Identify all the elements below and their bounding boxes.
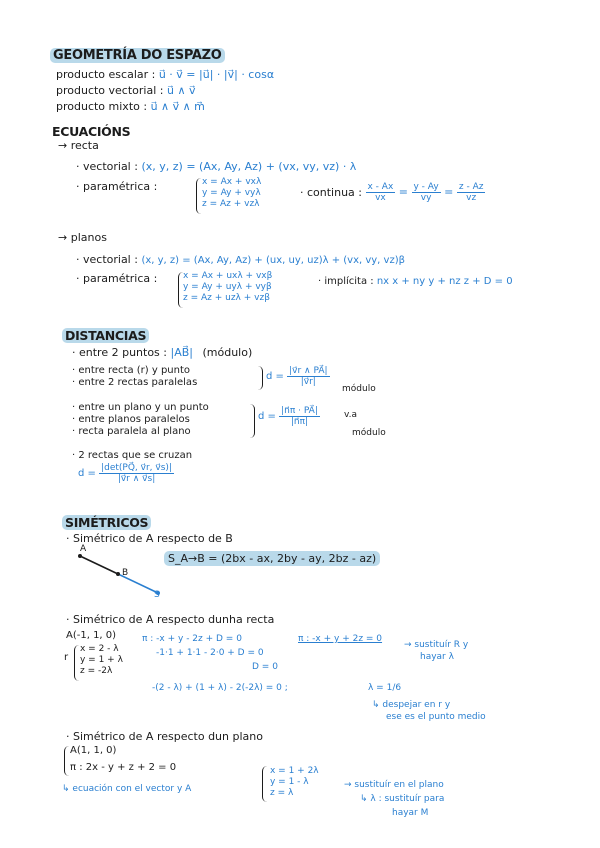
dist-cruzan-formula: d = $\frac{|\det(PQ⃗, v⃗r, v⃗s)|}{|v⃗r \wedge v⃗s|}$ bbox=[78, 463, 172, 484]
planos-parametrica-label: · paramétrica : bbox=[76, 272, 158, 285]
sim-recta-pi-line: π : -x + y - 2z + D = 0 bbox=[142, 634, 242, 644]
sim-plano-eq-line: y = 1 - λ bbox=[270, 777, 309, 787]
mixto-label: producto mixto : bbox=[56, 100, 148, 113]
recta-vectorial-formula: (x, y, z) = (Ax, Ay, Az) + (vx, vy, vz) · λ bbox=[141, 160, 357, 173]
vectorial-label: producto vectorial : bbox=[56, 84, 164, 97]
sim-recta-heading: · Simétrico de A respecto dunha recta bbox=[66, 613, 275, 626]
sim-recta-line: y = 1 + λ bbox=[80, 655, 123, 665]
dist-group2-line: · entre planos paralelos bbox=[72, 414, 190, 425]
sim-plano-pi: π : 2x - y + z + 2 = 0 bbox=[70, 762, 177, 773]
sim-plano-sust-2: ↳ λ : sustituír para bbox=[360, 794, 445, 804]
sim-recta-line: x = 2 - λ bbox=[80, 644, 119, 654]
sim-recta-eq-line: -(2 - λ) + (1 + λ) - 2(-2λ) = 0 ; bbox=[152, 683, 288, 693]
sim-plano-sust-3: hayar M bbox=[392, 808, 429, 818]
escalar-label: producto escalar : bbox=[56, 68, 156, 81]
dist-cruzan-label: · 2 rectas que se cruzan bbox=[72, 450, 193, 461]
point-b bbox=[116, 572, 120, 576]
sim-plano-eq-system bbox=[270, 766, 319, 799]
recta-continua-row: · continua : $\frac{x - Ax}{vx}$ = $\frac{y - Ay}{vy}$ = $\frac{z - Az}{vz}$ bbox=[300, 182, 484, 203]
section-title-distancias: DISTANCIAS bbox=[62, 328, 149, 343]
planos-heading: → planos bbox=[58, 231, 107, 244]
dist-group1-line: · entre recta (r) y punto bbox=[72, 365, 191, 376]
dist-group2-note-va: v.a bbox=[344, 410, 358, 420]
sim-recta-lambda: λ = 1/6 bbox=[368, 683, 402, 693]
sim-recta-pi-result: π : -x + y + 2z = 0 bbox=[298, 634, 383, 644]
recta-continua-label: · continua : bbox=[300, 186, 362, 199]
planos-param-line: x = Ax + uxλ + vxβ bbox=[183, 271, 273, 281]
sim-recta-line: z = -2λ bbox=[80, 666, 113, 676]
recta-vectorial-row bbox=[76, 160, 356, 173]
sim-plano-eq-line: x = 1 + 2λ bbox=[270, 766, 319, 776]
section-title-ecuacions: ECUACIÓNS bbox=[52, 124, 131, 139]
dist-group2-line: · recta paralela al plano bbox=[72, 426, 191, 437]
mixto-formula: u⃗ ∧ v⃗ ∧ m⃗ bbox=[150, 100, 205, 113]
sim-recta-final-1: ↳ despejar en r y bbox=[372, 700, 451, 710]
sim-recta-d-line: D = 0 bbox=[252, 662, 278, 672]
sim-recta-note-2: hayar λ bbox=[420, 652, 454, 662]
dist-group1-brace bbox=[258, 366, 263, 390]
recta-param-system bbox=[202, 177, 261, 210]
sim-label-s: S bbox=[154, 590, 160, 600]
continua-frac-z: $\frac{z - Az}{vz}$ bbox=[458, 182, 484, 203]
dist-group1-formula: d = $\frac{|v⃗r \wedge PA⃗|}{|v⃗r|}$ bbox=[266, 366, 328, 387]
sim-recta-point: A(-1, 1, 0) bbox=[66, 630, 117, 641]
dist-group2-brace bbox=[250, 404, 255, 438]
dist-puntos-formula: |AB⃗| bbox=[170, 346, 193, 359]
sim-plano-heading: · Simétrico de A respecto dun plano bbox=[66, 730, 263, 743]
sim-plano-brace bbox=[64, 746, 69, 776]
sim-plano-sust-1: → sustituír en el plano bbox=[344, 780, 444, 790]
recta-vectorial-label: · vectorial : bbox=[76, 160, 138, 173]
recta-param-line: z = Az + vzλ bbox=[202, 199, 260, 209]
planos-vectorial-label: · vectorial : bbox=[76, 253, 138, 266]
section-title-geometria: GEOMETRÍA DO ESPAZO bbox=[50, 48, 225, 63]
sim-recta-calc-line: -1·1 + 1·1 - 2·0 + D = 0 bbox=[156, 648, 264, 658]
sim-punto-formula: S_A→B = (2bx - ax, 2by - ay, 2bz - az) bbox=[164, 552, 380, 565]
escalar-formula: u⃗ · v⃗ = |u⃗| · |v⃗| · cosα bbox=[158, 68, 275, 81]
vectorial-formula: u⃗ ∧ v⃗ bbox=[166, 84, 196, 97]
sim-label-a: A bbox=[80, 544, 87, 554]
recta-parametrica-label: · paramétrica : bbox=[76, 180, 158, 193]
sim-plano-eq-line: z = λ bbox=[270, 788, 294, 798]
dist-group2-line: · entre un plano y un punto bbox=[72, 402, 209, 413]
dist-group2-formula: d = $\frac{|n⃗\pi \cdot PA⃗|}{|n⃗\pi|}$ bbox=[258, 406, 318, 427]
sim-recta-system bbox=[80, 644, 123, 677]
planos-implicita-label: · implícita : bbox=[318, 276, 374, 287]
sim-recta-final-2: ese es el punto medio bbox=[386, 712, 486, 722]
sim-plano-eq-brace bbox=[262, 766, 267, 802]
mixto-row bbox=[56, 100, 205, 113]
escalar-row bbox=[56, 68, 274, 81]
sim-plano-note: ↳ ecuación con el vector y A bbox=[62, 784, 192, 794]
dist-group2-frac: $\frac{|n⃗\pi \cdot PA⃗|}{|n⃗\pi|}$ bbox=[281, 406, 318, 427]
segment-a-b bbox=[80, 556, 118, 574]
dist-group2-lines bbox=[72, 402, 209, 438]
vectorial-row bbox=[56, 84, 196, 97]
sim-recta-brace bbox=[74, 645, 79, 681]
sim-plano-point: A(1, 1, 0) bbox=[70, 745, 117, 756]
sim-punto-heading: · Simétrico de A respecto de B bbox=[66, 532, 233, 545]
recta-param-line: x = Ax + vxλ bbox=[202, 177, 262, 187]
section-title-simetricos: SIMÉTRICOS bbox=[62, 515, 151, 530]
planos-implicita-formula: nx x + ny y + nz z + D = 0 bbox=[376, 276, 513, 287]
recta-heading: → recta bbox=[58, 139, 99, 152]
planos-implicita-row bbox=[318, 276, 513, 287]
sim-recta-note-1: → sustituír R y bbox=[404, 640, 469, 650]
sim-recta-r-label: r bbox=[64, 652, 69, 663]
continua-frac-x: $\frac{x - Ax}{vx}$ bbox=[367, 182, 394, 203]
point-a bbox=[78, 554, 82, 558]
dist-group1-lines bbox=[72, 365, 197, 389]
dist-puntos-note: (módulo) bbox=[202, 346, 253, 359]
sim-label-b: B bbox=[122, 568, 129, 578]
recta-param-brace bbox=[196, 178, 201, 214]
dist-group1-note: módulo bbox=[342, 384, 376, 394]
continua-frac-y: $\frac{y - Ay}{vy}$ bbox=[413, 182, 439, 203]
recta-param-line: y = Ay + vyλ bbox=[202, 188, 261, 198]
dist-group2-note-modulo: módulo bbox=[352, 428, 386, 438]
dist-group1-frac: $\frac{|v⃗r \wedge PA⃗|}{|v⃗r|}$ bbox=[289, 366, 328, 387]
planos-param-line: y = Ay + uyλ + vyβ bbox=[183, 282, 272, 292]
dist-puntos-row bbox=[72, 346, 252, 359]
dist-puntos-label: · entre 2 puntos : bbox=[72, 346, 167, 359]
planos-vectorial-formula: (x, y, z) = (Ax, Ay, Az) + (ux, uy, uz)λ + (vx, vy, vz)β bbox=[141, 255, 405, 266]
dist-cruzan-frac: $\frac{|\det(PQ⃗, v⃗r, v⃗s)|}{|v⃗r \wedge v⃗s|}$ bbox=[101, 463, 172, 484]
dist-group1-line: · entre 2 rectas paralelas bbox=[72, 377, 198, 388]
planos-param-system bbox=[183, 271, 272, 304]
planos-vectorial-row bbox=[76, 253, 405, 266]
planos-param-line: z = Az + uzλ + vzβ bbox=[183, 293, 270, 303]
